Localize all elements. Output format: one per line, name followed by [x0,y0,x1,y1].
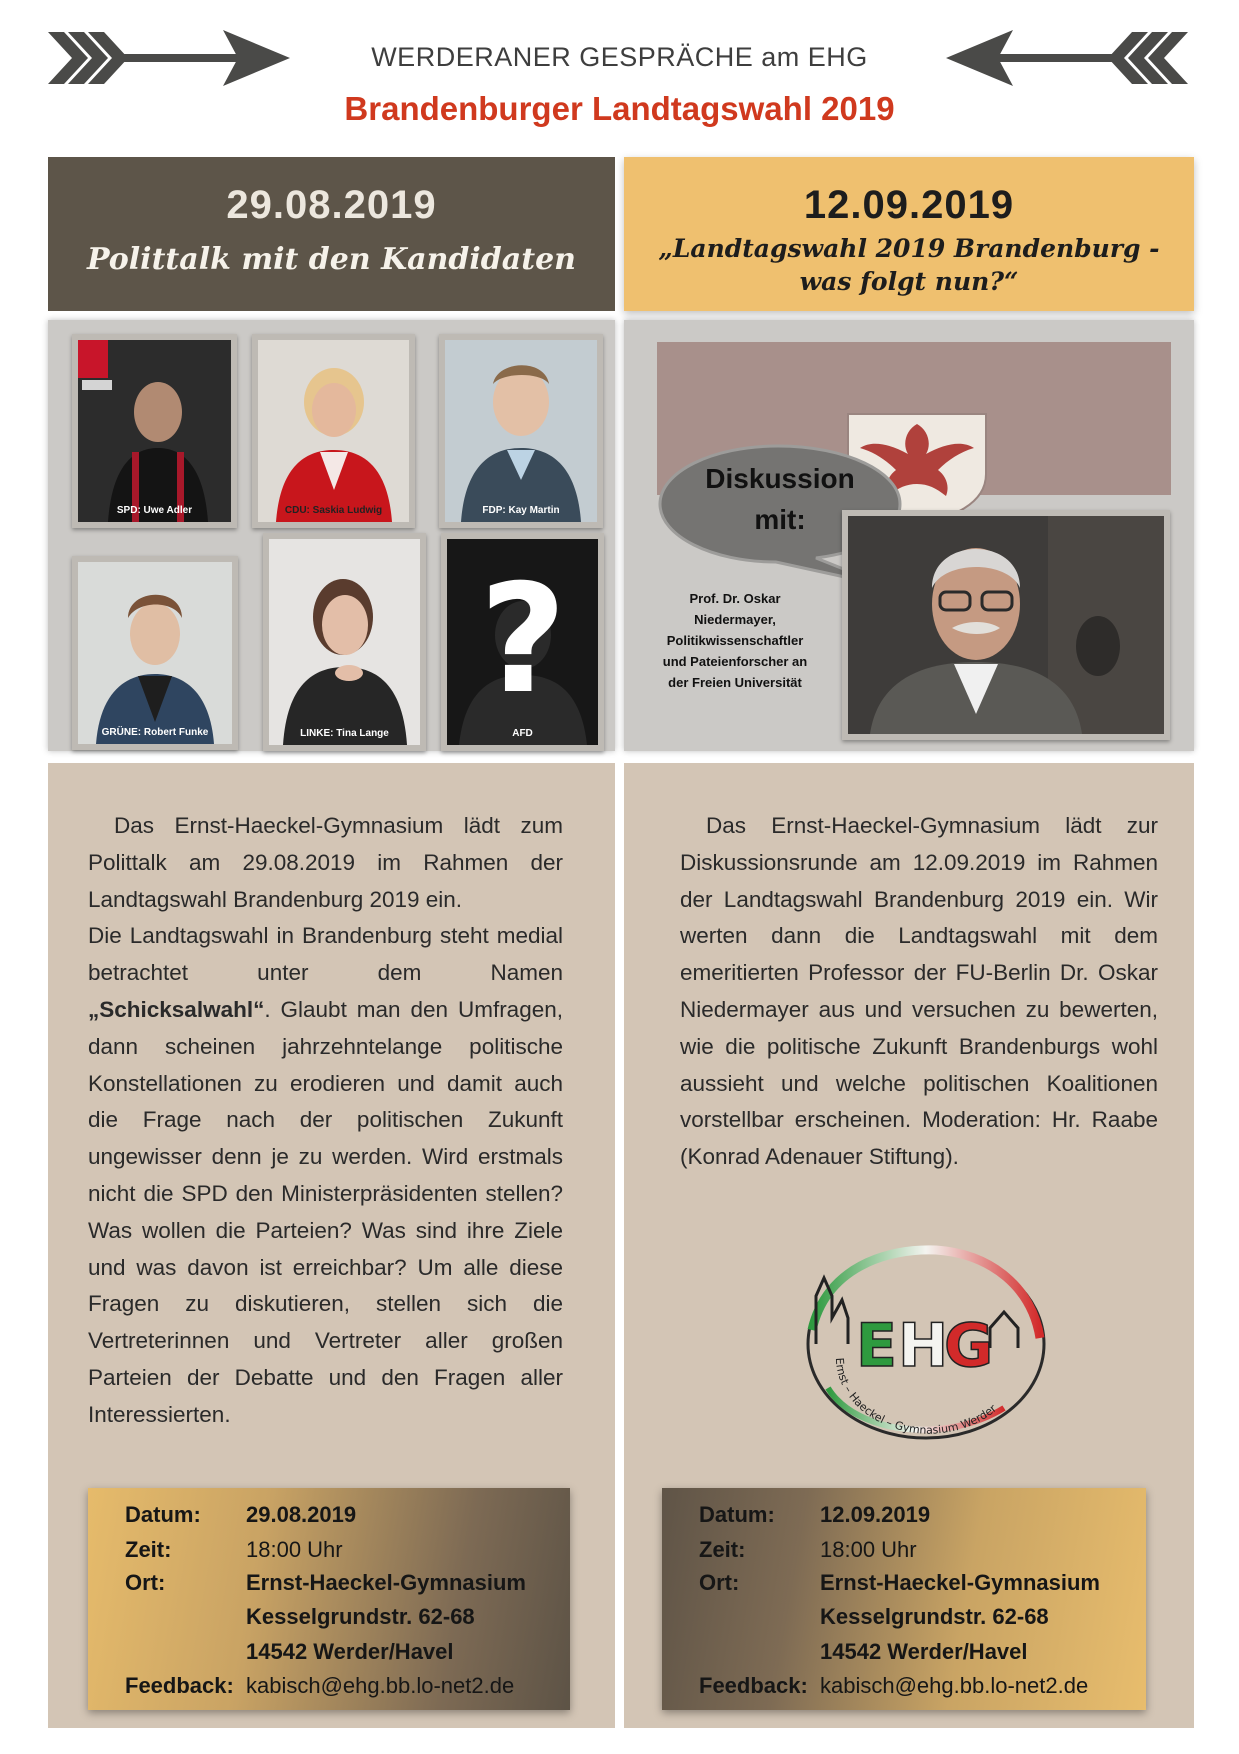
header-title: Brandenburger Landtagswahl 2019 [344,90,895,127]
event1-subtitle: Polittalk mit den Kandidaten [87,242,576,277]
place-label: Ort: [125,1570,166,1595]
professor-caption [650,588,820,693]
time-label: Zeit: [125,1537,172,1562]
event1-banner [48,157,615,311]
feedback-label: Feedback: [125,1673,234,1698]
place-line2: Kesselgrundstr. 62-68 [820,1604,1049,1629]
candidate-caption: GRÜNE: Robert Funke [101,727,209,738]
bubble-line1: Diskussion [705,463,855,494]
event1-paragraph1: Das Ernst-Haeckel-Gymnasium lädt zum Polittalk am 29.08.2019 im Rahmen der Landtagswahl Brandenburg 2019 ein. [88,813,563,912]
time-value: 18:00 Uhr [820,1537,917,1562]
ehg-logo-letters [856,1311,993,1381]
event1-description [88,808,563,1434]
date-label: Datum: [699,1502,775,1527]
event1-paragraph2 [88,918,563,1433]
bubble-line2: mit: [754,504,806,535]
candidate-caption: CDU: Saskia Ludwig [284,505,383,516]
ehg-logo-ring-text: Ernst – Haeckel – Gymnasium Werder [832,1357,999,1437]
candidate-photo-fdp [439,334,603,528]
feedback-email[interactable]: kabisch@ehg.bb.lo-net2.de [820,1673,1089,1698]
time-value: 18:00 Uhr [246,1537,343,1562]
candidate-photo-spd [72,334,237,528]
candidate-caption: FDP: Kay Martin [482,505,560,516]
place-line1: Ernst-Haeckel-Gymnasium [820,1570,1100,1595]
event2-banner [624,157,1194,311]
place-line3: 14542 Werder/Havel [820,1639,1028,1664]
professor-line: Politikwissenschaftler [666,633,804,648]
place-label: Ort: [699,1570,740,1595]
event2-description [680,808,1158,1176]
feedback-email[interactable]: kabisch@ehg.bb.lo-net2.de [246,1673,515,1698]
professor-line: und Pateienforscher an [662,654,808,669]
ehg-logo-letter: E [856,1311,897,1381]
event1-paragraph2-bold: „Schicksalwahl“ [88,996,265,1022]
event2-info-box [662,1488,1146,1710]
candidate-caption: LINKE: Tina Lange [300,728,389,739]
place-line1: Ernst-Haeckel-Gymnasium [246,1570,526,1595]
place-line3: 14542 Werder/Havel [246,1639,454,1664]
date-value: 29.08.2019 [246,1502,357,1527]
header-subtitle: WERDERANER GESPRÄCHE am EHG [371,42,868,72]
ehg-logo-letter: G [944,1311,994,1381]
question-mark-icon [447,539,598,745]
event2-date: 12.09.2019 [803,183,1015,227]
event2-subtitle-line2: was folgt nun?“ [799,267,1019,296]
event2-subtitle [624,232,1194,298]
professor-line: der Freien Universität [668,675,802,690]
candidate-caption: AFD [512,728,533,739]
feedback-label: Feedback: [699,1673,808,1698]
ehg-logo-letter: H [898,1311,949,1381]
candidate-photo-cdu [252,334,415,528]
time-label: Zeit: [699,1537,746,1562]
professor-photo [842,510,1170,740]
candidate-photo-gruene [72,556,238,750]
professor-line: Niedermayer, [694,612,776,627]
svg-text:?: ? [479,553,567,727]
professor-line: Prof. Dr. Oskar [689,591,781,606]
candidate-photo-afd [441,533,604,751]
event1-date: 29.08.2019 [226,183,437,227]
date-label: Datum: [125,1502,201,1527]
event1-paragraph2-rest: . Glaubt man den Umfragen, dann scheinen jahrzehntelange politische Konstellationen zu erodieren und damit auch die Frage nach der politischen Zukunft ungewisser denn je zu werden. Wird erstmals nicht die SPD den Ministerpräsidenten stellen? Was wollen die Parteien? Was sind ihre Ziele und was davon ist erreichbar? Um alle diese Fragen zu diskutieren, stellen sich die Vertreterinnen und Vertreter aller großen Parteien der Debatte und den Fragen aller Interessierten. [88,996,563,1427]
date-value: 12.09.2019 [820,1502,931,1527]
candidate-caption: SPD: Uwe Adler [116,505,193,516]
ehg-logo [796,1238,1052,1444]
event1-paragraph2-start: Die Landtagswahl in Brandenburg steht medial betrachtet unter dem Namen [88,923,563,986]
event2-paragraph: Das Ernst-Haeckel-Gymnasium lädt zur Diskussionsrunde am 12.09.2019 im Rahmen der Landtagswahl Brandenburg 2019 ein. Wir werten dann die Landtagswahl mit dem emeritierten Professor der FU-Berlin Dr. Oskar Niedermayer aus und versuchen zu bewerten, wie die politische Zukunft Brandenburgs wohl aussieht und welche politischen Koalitionen vorstellbar erscheinen. Moderation: Hr. Raabe (Konrad Adenauer Stiftung). [680,813,1158,1170]
event2-subtitle-line1: „Landtagswahl 2019 Brandenburg - [658,234,1160,263]
event1-info-box [88,1488,570,1710]
candidate-photo-linke [263,533,426,751]
place-line2: Kesselgrundstr. 62-68 [246,1604,475,1629]
